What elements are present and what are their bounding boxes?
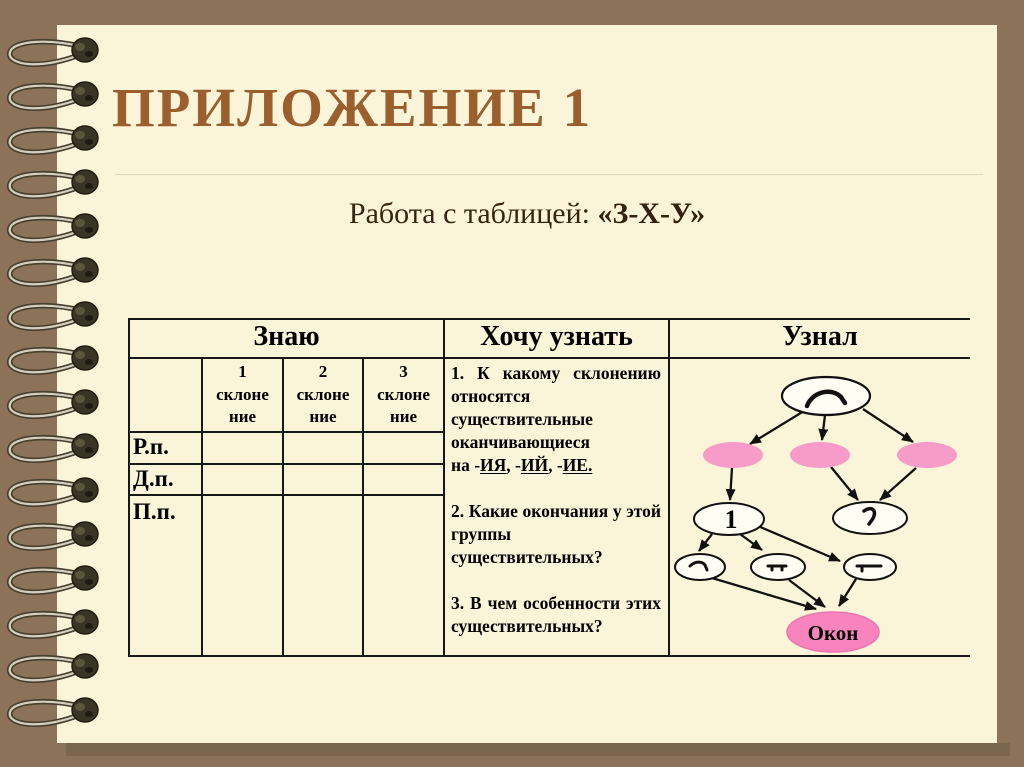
spiral-binding	[0, 0, 132, 767]
subheader-declension-1	[203, 361, 282, 433]
spiral-loop	[10, 82, 98, 108]
subheader-declension-3	[364, 361, 443, 433]
arrow-root-to-pink2	[822, 415, 825, 440]
question-2: 2. Какие окончания у этой группы существительных?	[451, 501, 661, 567]
case-row-label-rp: Р.п.	[133, 434, 169, 459]
result-node-label: Окон	[807, 621, 859, 645]
want-to-know-questions	[445, 359, 668, 655]
comma: ,	[506, 455, 516, 475]
arrow-node1-to-small2	[740, 534, 762, 550]
declension-word: склоне	[377, 384, 430, 404]
spiral-loop	[10, 170, 98, 196]
node-glyphs	[690, 392, 881, 571]
title-divider	[115, 174, 983, 175]
spiral-loop	[10, 478, 98, 504]
column-header-want: Хочу узнать	[480, 321, 633, 352]
declension-1-label: 1	[724, 505, 738, 534]
question-1	[451, 362, 661, 477]
question-1-na: на	[451, 455, 475, 475]
question-3: 3. В чем особенности этих существительных?	[451, 593, 661, 636]
kwl-table	[128, 318, 970, 657]
case-row-label-pp: П.п.	[133, 499, 176, 524]
table-border	[128, 494, 445, 496]
arrow-small3-to-result	[839, 579, 856, 606]
pink-node-2	[790, 442, 850, 468]
arrow-node1-to-small1	[699, 534, 712, 551]
spiral-loop	[10, 346, 98, 372]
declension-cluster-diagram	[668, 318, 970, 657]
declension-word: ние	[389, 407, 418, 426]
spiral-loop	[10, 566, 98, 592]
declension-word: ние	[228, 407, 257, 426]
spiral-loop	[10, 434, 98, 460]
ending-ie: ИЕ.	[562, 455, 593, 475]
ending-iya: ИЯ	[480, 455, 507, 475]
page-shadow	[66, 743, 1010, 756]
declension-word: склоне	[296, 384, 350, 404]
spiral-loop	[10, 698, 98, 724]
pink-node-3	[897, 442, 957, 468]
spiral-loop	[10, 302, 98, 328]
declension-number: 1	[238, 362, 247, 381]
pink-node-1	[703, 442, 763, 468]
declension-number: 2	[318, 362, 328, 381]
case-row-label-dp: Д.п.	[133, 466, 174, 491]
spiral-loop	[10, 522, 98, 548]
column-header-know: Знаю	[253, 321, 320, 352]
root-node-ellipse	[782, 377, 870, 415]
column-header-learned: Узнал	[782, 321, 858, 352]
dash: -	[474, 455, 481, 475]
arrow-pink2-to-node2	[831, 467, 858, 500]
arrow-pink1-to-node1	[730, 468, 732, 500]
declension-word: ние	[309, 407, 337, 426]
dash: -	[556, 455, 563, 475]
page-title: ПРИЛОЖЕНИЕ 1	[112, 77, 593, 138]
subtitle-text: Работа с таблицей:	[348, 197, 598, 230]
arrow-small1-to-result	[712, 578, 816, 609]
question-1-text: 1. К какому склонению относятся существительные оканчивающиеся	[451, 363, 661, 452]
subheader-declension-2	[284, 361, 362, 433]
subtitle-accent: «З-Х-У»	[597, 197, 706, 230]
spiral-loop	[10, 38, 98, 64]
spiral-loop	[10, 126, 98, 152]
slide-subtitle	[57, 197, 997, 231]
ending-node-1	[675, 554, 725, 580]
declension-word: склоне	[216, 384, 269, 404]
spiral-loop	[10, 654, 98, 680]
dash: -	[515, 455, 521, 475]
ending-iy: ИЙ	[520, 455, 549, 475]
spiral-loop	[10, 214, 98, 240]
spiral-loop	[10, 610, 98, 636]
arrow-root-to-pink1	[750, 411, 804, 444]
spiral-loop	[10, 258, 98, 284]
spiral-loop	[10, 390, 98, 416]
arrow-root-to-pink3	[863, 409, 913, 442]
comma: ,	[548, 455, 557, 475]
declension-number: 3	[399, 362, 408, 381]
arrow-pink3-to-node2	[880, 468, 916, 500]
